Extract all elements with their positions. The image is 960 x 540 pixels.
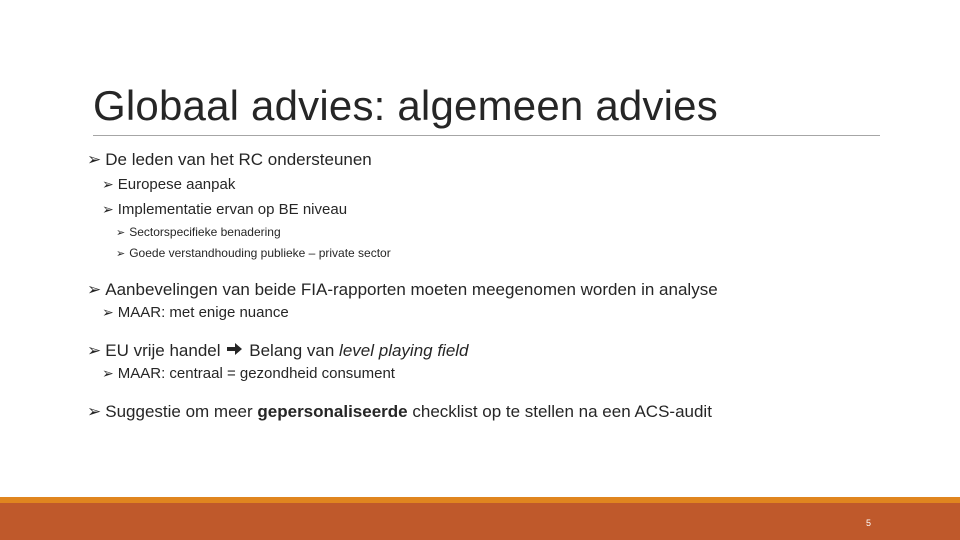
bullet-text: Aanbevelingen van beide FIA-rapporten moeten meegenomen worden in analyse	[105, 280, 718, 299]
bullet-europese-aanpak	[102, 176, 235, 193]
arrowhead-bullet-icon: ➢	[87, 402, 102, 421]
arrowhead-bullet-icon: ➢	[102, 176, 114, 192]
bullet-text: Europese aanpak	[117, 176, 236, 193]
footer-bar	[0, 503, 960, 540]
arrowhead-bullet-icon: ➢	[102, 365, 114, 381]
bullet-implementatie	[102, 201, 347, 218]
arrowhead-bullet-icon: ➢	[116, 248, 126, 260]
bullet-text-part: Suggestie om meer	[105, 402, 258, 421]
slide-title: Globaal advies: algemeen advies	[93, 82, 718, 129]
arrowhead-bullet-icon: ➢	[116, 227, 126, 239]
bullet-text: MAAR: centraal = gezondheid consument	[117, 365, 395, 382]
bullet-maar-nuance	[102, 304, 289, 321]
bullet-eu-vrije-handel	[87, 341, 469, 361]
right-arrow-icon	[227, 341, 243, 361]
bullet-text: Goede verstandhouding publieke – private sector	[129, 246, 391, 260]
arrowhead-bullet-icon: ➢	[102, 304, 114, 320]
bullet-text-part: checklist op te stellen na een ACS-audit	[407, 402, 712, 421]
bullet-text: De leden van het RC ondersteunen	[105, 150, 372, 169]
bullet-text-italic: level playing field	[339, 341, 469, 360]
bullet-suggestie	[87, 402, 712, 422]
bullet-text: Sectorspecifieke benadering	[129, 225, 281, 239]
title-divider	[93, 135, 880, 136]
bullet-text-part: Belang van	[244, 341, 340, 360]
bullet-text-part: EU vrije handel	[105, 341, 221, 360]
bullet-text-bold: gepersonaliseerde	[257, 402, 408, 421]
arrowhead-bullet-icon: ➢	[87, 150, 102, 169]
bullet-verstandhouding	[116, 246, 391, 260]
arrowhead-bullet-icon: ➢	[102, 201, 114, 217]
bullet-leden-ondersteunen	[87, 150, 372, 170]
bullet-text: MAAR: met enige nuance	[117, 304, 289, 321]
page-number: 5	[866, 518, 872, 528]
bullet-maar-centraal	[102, 365, 395, 382]
arrowhead-bullet-icon: ➢	[87, 280, 102, 299]
bullet-text: Implementatie ervan op BE niveau	[117, 201, 348, 218]
arrowhead-bullet-icon: ➢	[87, 341, 102, 360]
bullet-aanbevelingen	[87, 280, 718, 300]
bullet-sectorspecifiek	[116, 225, 281, 239]
